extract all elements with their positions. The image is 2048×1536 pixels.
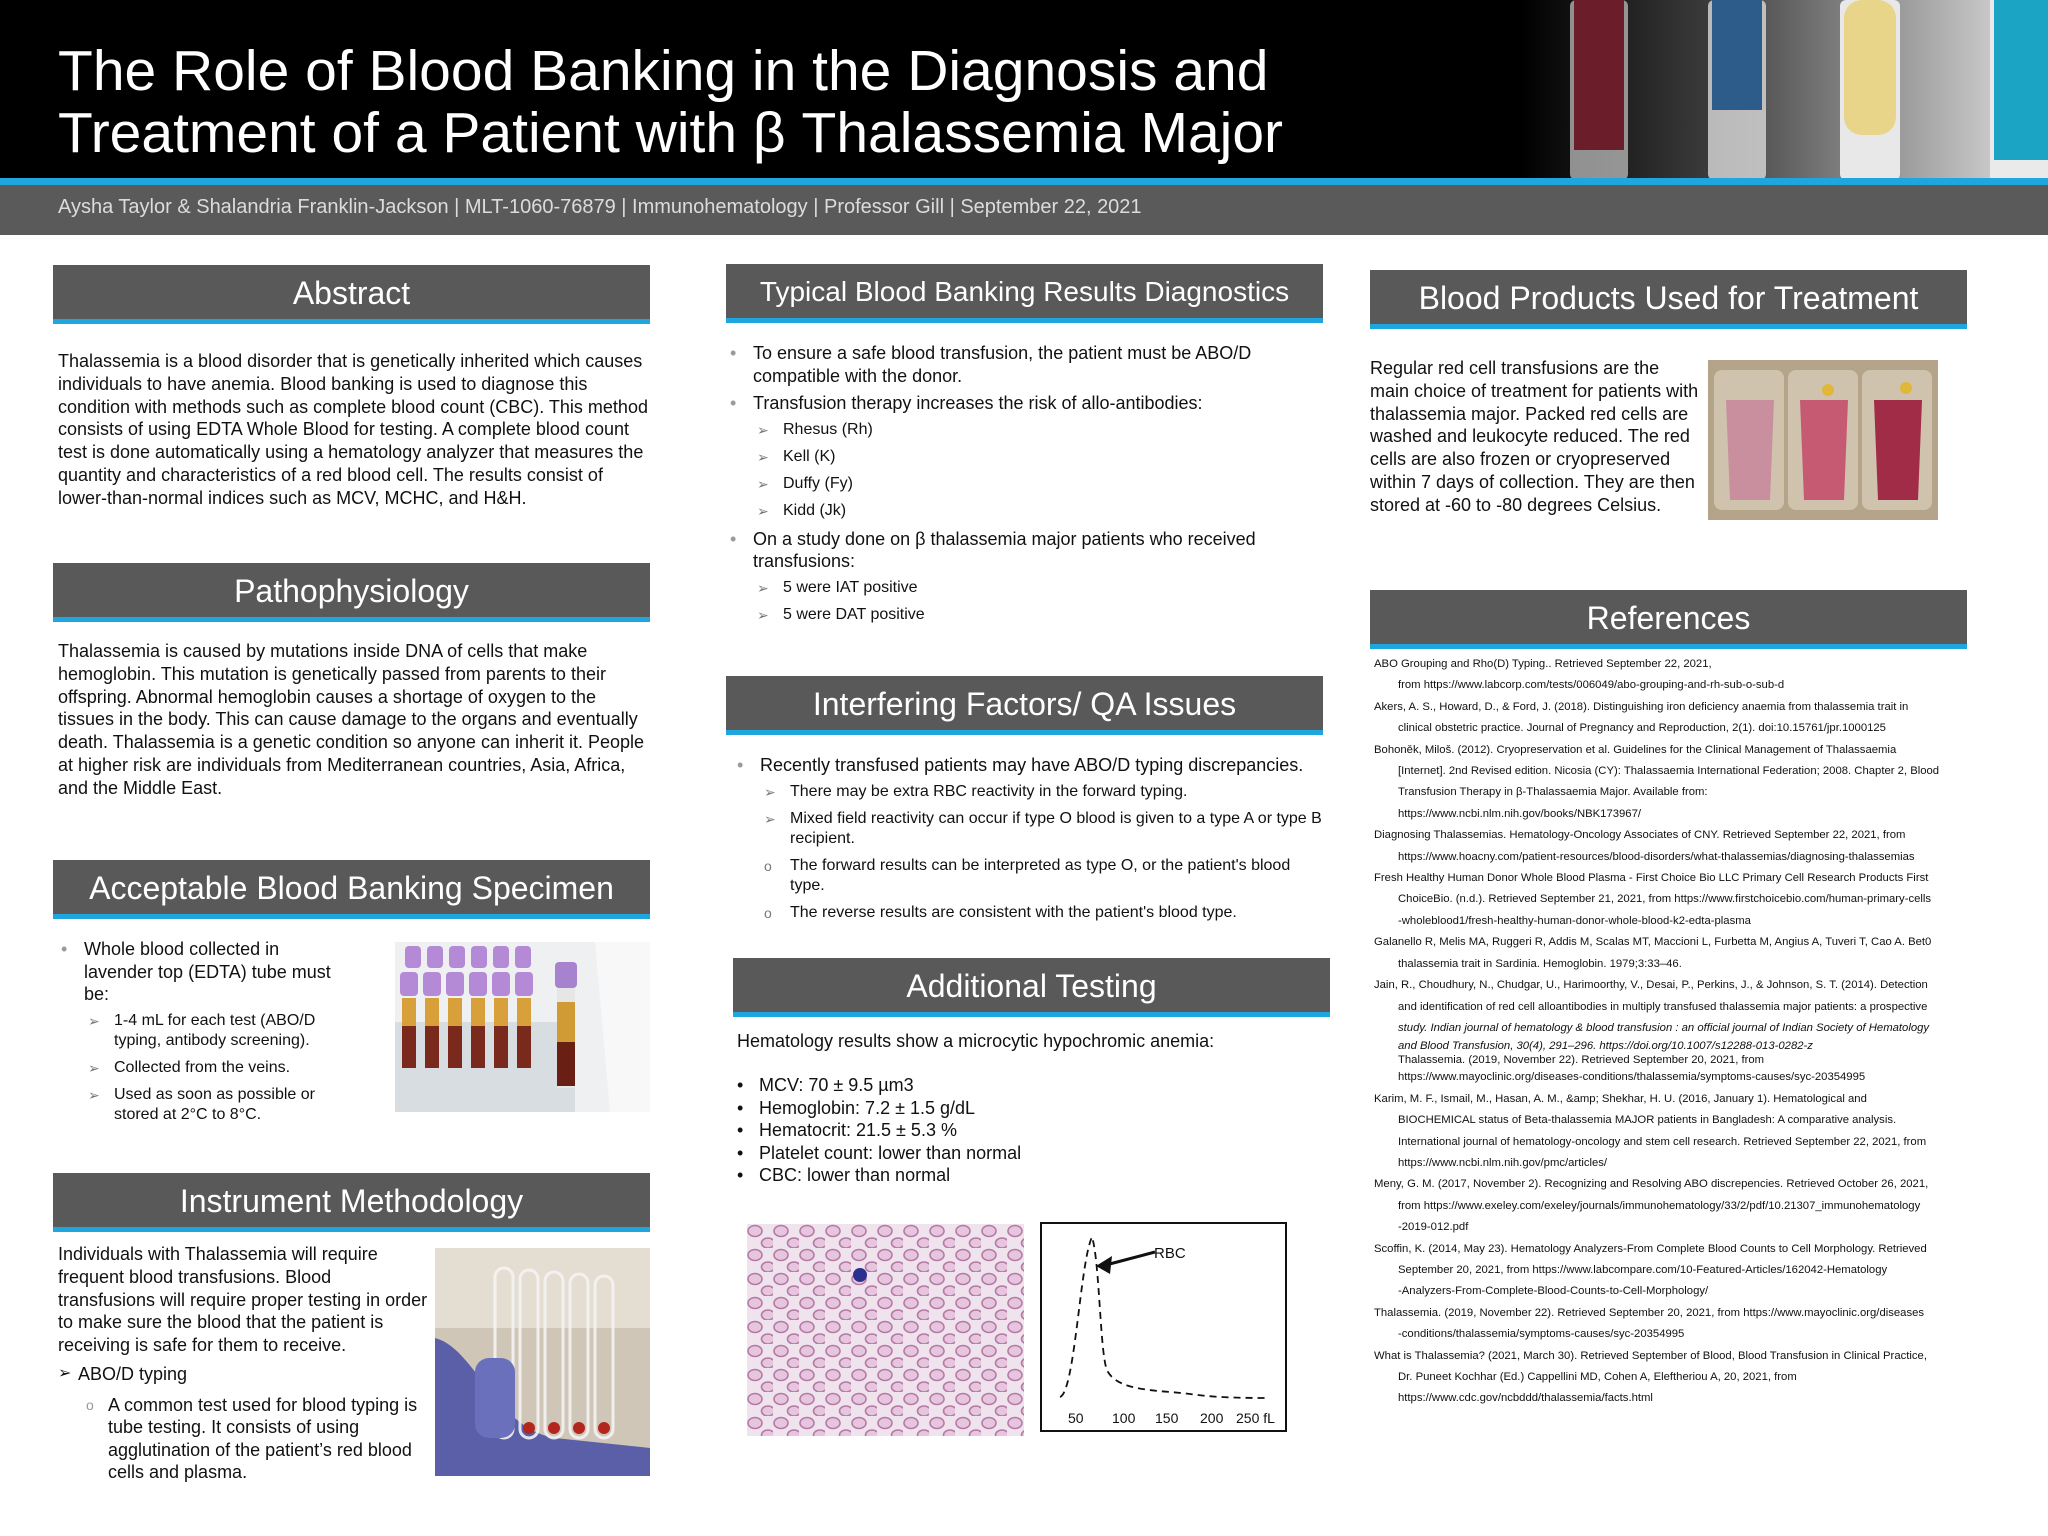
tube-testing-text: A common test used for blood typing is tube testing. It consists of using agglutination of the patient’s red blood cells and plasma.: [108, 1394, 418, 1482]
interfering-sub-text: There may be extra RBC reactivity in the forward typing.: [790, 782, 1188, 800]
instrument-text: Individuals with Thalassemia will require frequent blood transfusions. Blood transfusions will require proper testing in order to make sure the blood that the patient is receiving is safe for them to receive.: [58, 1244, 428, 1356]
reference-line: Fresh Healthy Human Donor Whole Blood Plasma - First Choice Bio LLC Primary Cell Research Products First: [1374, 872, 1929, 885]
histogram-tick: 150: [1155, 1410, 1179, 1426]
interfering-bullet: • Recently transfused patients may have ABO/D typing discrepancies.: [737, 755, 1304, 775]
antibody-text: Duffy (Fy): [783, 474, 853, 492]
interfering-sub-text: The forward results can be interpreted as type O, or the patient's blood type.: [790, 856, 1291, 894]
reference-line: What is Thalassemia? (2021, March 30). Retrieved September of Blood, Blood Transfusion in Clinical Practice,: [1374, 1349, 1927, 1362]
author-info: Aysha Taylor & Shalandria Franklin-Jackson | MLT-1060-76879 | Immunohematology | Professor Gill | September 22, 2021: [58, 196, 1142, 218]
hematology-result: • Hemoglobin: 7.2 ± 1.5 g/dL: [737, 1097, 1021, 1120]
reference-line: Jain, R., Choudhury, N., Chudgar, U., Harimoorthy, V., Desai, P., Perkins, J., & Johnson, S. T. (2014). Detection: [1374, 979, 1928, 992]
typical-bullet: • On a study done on β thalassemia major patients who received transfusions:: [730, 528, 1256, 571]
typical-bullet-text: On a study done on β thalassemia major patients who received transfusions:: [753, 528, 1256, 571]
interfering-bullet-text: Recently transfused patients may have ABO/D typing discrepancies.: [760, 755, 1304, 775]
reference-line: International journal of hematology-oncology and stem cell research. Retrieved September 22, 2021, from: [1398, 1135, 1927, 1148]
hematology-result: • Platelet count: lower than normal: [737, 1142, 1021, 1165]
specimen-sub-item: ➢ Collected from the veins.: [88, 1058, 291, 1076]
interfering-sub-text: Mixed field reactivity can occur if type O blood is given to a type A or type B recipient.: [790, 809, 1322, 847]
reference-line: Galanello R, Melis MA, Ruggeri R, Addis M, Scalas MT, Maccioni L, Furbetta M, Angius A, Tuveri T, Cao A. Bet0: [1374, 936, 1932, 949]
typical-bullet-text: To ensure a safe blood transfusion, the patient must be ABO/D compatible with the donor.: [753, 343, 1252, 386]
additional-intro: Hematology results show a microcytic hypochromic anemia:: [737, 1031, 1215, 1051]
tube-testing-photo: [435, 1248, 650, 1476]
study-result-text: 5 were DAT positive: [783, 605, 925, 623]
title-line-1: The Role of Blood Banking in the Diagnosis and: [58, 39, 1269, 103]
reference-line: https://www.hoacny.com/patient-resources/blood-disorders/what-thalassemias/diagnosing-thalassemias: [1398, 850, 1915, 863]
reference-line: [Internet]. 2nd Revised edition. Nicosia (CY): Thalassaemia International Federation; 2008. Chapter 2, Blood: [1398, 765, 1940, 778]
typical-bullet: • Transfusion therapy increases the risk of allo-antibodies:: [730, 393, 1203, 413]
reference-line: https://www.ncbi.nlm.nih.gov/books/NBK173967/: [1398, 807, 1642, 820]
abstract-text: Thalassemia is a blood disorder that is genetically inherited which causes individuals to have anemia. Blood banking is used to diagnose this condition with methods such as complete blood count (CBC). This method consists of using EDTA Whole Blood for testing. A complete blood count test is done automatically using a hematology analyzer that measures the quantity and characteristics of a red blood cell. The results consist of lower-than-normal indices such as MCV, MCHC, and H&H.: [58, 351, 648, 508]
histogram-tick: 100: [1112, 1410, 1136, 1426]
reference-line: and identification of red cell alloantibodies in multiply transfused thalassemia major patients: a prospective: [1398, 1000, 1928, 1013]
reference-line: Meny, G. M. (2017, November 2). Recognizing and Resolving ABO discrepencies. Retrieved October 26, 2021,: [1374, 1178, 1929, 1191]
histogram-tick: 200: [1200, 1410, 1224, 1426]
reference-line: Akers, A. S., Howard, D., & Ford, J. (2018). Distinguishing iron deficiency anaemia from thalassemia trait in: [1374, 700, 1909, 713]
typical-bullet: • To ensure a safe blood transfusion, the patient must be ABO/D compatible with the donor.: [730, 343, 1252, 386]
reference-line: -conditions/thalassemia/symptoms-causes/syc-20354995: [1398, 1328, 1685, 1341]
antibody-item: ➢ Kidd (Jk): [757, 501, 847, 519]
typical-results-list: [727, 342, 1327, 632]
references-list: [1374, 654, 1964, 1410]
reference-line: -Analyzers-From-Complete-Blood-Counts-to-Cell-Morphology/: [1398, 1285, 1709, 1298]
test-tubes-image: [1520, 0, 2048, 180]
interfering-heading: Interfering Factors/ QA Issues: [726, 676, 1323, 735]
antibody-item: ➢ Kell (K): [757, 447, 836, 465]
blood-bags-photo: [1708, 360, 1938, 520]
hematology-result: • CBC: lower than normal: [737, 1164, 1021, 1187]
reference-line: and Blood Transfusion, 30(4), 291–296. https://doi.org/10.1007/s12288-013-0282-z: [1398, 1040, 1813, 1053]
poster-title: [58, 40, 1283, 164]
reference-line: clinical obstetric practice. Journal of Pregnancy and Reproduction, 2(1). doi:10.15761/jpr.1000125: [1398, 722, 1886, 735]
reference-line: September 20, 2021, from https://www.labcompare.com/10-Featured-Articles/162042-Hematology: [1398, 1263, 1888, 1276]
histogram-tick: 250 fL: [1236, 1410, 1275, 1426]
references-heading: References: [1370, 590, 1967, 649]
reference-line: https://www.cdc.gov/ncbddd/thalassemia/facts.html: [1398, 1392, 1653, 1405]
antibody-text: Rhesus (Rh): [783, 420, 873, 438]
reference-line: -2019-012.pdf: [1398, 1221, 1469, 1234]
typical-results-heading: Typical Blood Banking Results Diagnostics: [726, 264, 1323, 323]
reference-line: thalassemia trait in Sardinia. Hemoglobin. 1979;3:33–46.: [1398, 957, 1682, 970]
antibody-item: ➢ Duffy (Fy): [757, 474, 853, 492]
specimen-heading: Acceptable Blood Banking Specimen: [53, 860, 650, 919]
study-result-item: ➢ 5 were IAT positive: [757, 578, 918, 596]
abo-typing-item: ➢ ABO/D typing: [58, 1364, 188, 1384]
pathophysiology-text: Thalassemia is caused by mutations inside DNA of cells that make hemoglobin. This mutation is genetically passed from parents to their offspring. Abnormal hemoglobin causes a shortage of oxygen to the tissues in the body. This can cause damage to the organs and eventually death. Thalassemia is a genetic condition so anyone can inherit it. People at higher risk are individuals from Mediterranean countries, Asia, Africa, and the Middle East.: [58, 641, 645, 798]
reference-line: Thalassemia. (2019, November 22). Retrieved September 20, 2021, from https://www.mayoclinic.org/diseases: [1374, 1306, 1925, 1319]
interfering-sub-item: ➢ Mixed field reactivity can occur if type O blood is given to a type A or type B recipient.: [764, 809, 1322, 847]
specimen-sub-item: ➢ Used as soon as possible or stored at 2°C to 8°C.: [88, 1085, 315, 1123]
reference-line: https://www.mayoclinic.org/diseases-conditions/thalassemia/symptoms-causes/syc-20354995: [1398, 1071, 1866, 1084]
reference-line: study. Indian journal of hematology & blood transfusion : an official journal of Indian Society of Hematology: [1398, 1021, 1930, 1034]
instrument-heading: Instrument Methodology: [53, 1173, 650, 1232]
typical-bullet-text: Transfusion therapy increases the risk of allo-antibodies:: [753, 393, 1203, 413]
additional-testing-heading: Additional Testing: [733, 958, 1330, 1017]
interfering-sub-item: o The forward results can be interpreted as type O, or the patient's blood type.: [764, 856, 1291, 894]
reference-line: ABO Grouping and Rho(D) Typing.. Retrieved September 22, 2021,: [1374, 658, 1712, 670]
hematology-result: • Hematocrit: 21.5 ± 5.3 %: [737, 1119, 1021, 1142]
abstract-heading: Abstract: [53, 265, 650, 324]
reference-line: -wholeblood1/fresh-healthy-human-donor-whole-blood-k2-edta-plasma: [1398, 914, 1751, 927]
histogram-tick: 50: [1068, 1410, 1084, 1426]
title-line-2: Treatment of a Patient with β Thalassemia Major: [58, 101, 1283, 165]
histogram-rbc-label: RBC: [1154, 1245, 1186, 1262]
antibody-text: Kidd (Jk): [783, 501, 847, 519]
reference-line: Dr. Puneet Kochhar (Ed.) Cappellini MD, Cohen A, Eleftheriou A, 20, 2021, from: [1398, 1371, 1797, 1383]
specimen-sub-item: ➢ 1-4 mL for each test (ABO/D typing, antibody screening).: [88, 1011, 316, 1049]
reference-line: Scoffin, K. (2014, May 23). Hematology Analyzers-From Complete Blood Counts to Cell Morphology. Retrieved: [1374, 1242, 1927, 1255]
reference-line: BIOCHEMICAL status of Beta-thalassemia MAJOR patients in Bangladesh: A comparative analysis.: [1398, 1114, 1897, 1127]
interfering-sub-item: ➢ There may be extra RBC reactivity in the forward typing.: [764, 782, 1188, 800]
interfering-sub-item: o The reverse results are consistent with the patient's blood type.: [764, 903, 1237, 921]
study-result-item: ➢ 5 were DAT positive: [757, 605, 925, 623]
antibody-item: ➢ Rhesus (Rh): [757, 420, 873, 438]
reference-line: ChoiceBio. (n.d.). Retrieved September 21, 2021, from https://www.firstchoicebio.com/human-primary-cells: [1398, 893, 1932, 906]
rbc-histogram: [1040, 1222, 1287, 1432]
reference-line: Diagnosing Thalassemias. Hematology-Oncology Associates of CNY. Retrieved September 22, 2021, from: [1374, 829, 1906, 842]
study-result-text: 5 were IAT positive: [783, 578, 918, 596]
specimen-sub-text: Used as soon as possible or stored at 2°C to 8°C.: [114, 1085, 315, 1123]
reference-line: https://www.ncbi.nlm.nih.gov/pmc/articles/: [1398, 1156, 1608, 1169]
hematology-result: • MCV: 70 ± 9.5 µm3: [737, 1074, 1021, 1097]
reference-line: Karim, M. F., Ismail, M., Hasan, A. M., &amp; Shekhar, H. U. (2016, January 1). Hematological and: [1374, 1092, 1867, 1105]
specimen-list: [58, 938, 338, 1132]
reference-line: from https://www.labcorp.com/tests/006049/abo-grouping-and-rh-sub-o-sub-d: [1398, 679, 1785, 692]
poster-header: [0, 0, 2048, 180]
abo-typing-label: ABO/D typing: [78, 1364, 188, 1384]
blood-products-heading: Blood Products Used for Treatment: [1370, 270, 1967, 329]
edta-tubes-photo: [395, 942, 650, 1112]
header-accent-line: [0, 178, 2048, 185]
reference-line: from https://www.exeley.com/exeley/journals/immunohematology/33/2/pdf/10.21307_immunohematology: [1398, 1199, 1921, 1212]
specimen-sub-text: 1-4 mL for each test (ABO/D typing, antibody screening).: [114, 1011, 316, 1049]
reference-line: Thalassemia. (2019, November 22). Retrieved September 20, 2021, from: [1398, 1054, 1765, 1067]
specimen-sub-text: Collected from the veins.: [114, 1058, 291, 1076]
abo-typing-block: [58, 1363, 433, 1484]
tube-testing-item: o A common test used for blood typing is tube testing. It consists of using agglutination of the patient’s red blood cells and plasma.: [86, 1394, 418, 1482]
blood-smear-image: [747, 1224, 1024, 1436]
specimen-main-bullet: • Whole blood collected in lavender top (EDTA) tube must be:: [61, 939, 331, 1004]
pathophysiology-heading: Pathophysiology: [53, 563, 650, 622]
reference-line: Transfusion Therapy in β-Thalassaemia Major. Available from:: [1398, 786, 1708, 799]
interfering-sub-text: The reverse results are consistent with the patient's blood type.: [790, 903, 1237, 921]
blood-products-text: Regular red cell transfusions are the main choice of treatment for patients with thalassemia major. Packed red cells are washed and leukocyte reduced. The red cells are also frozen or cryopreserved within 7 days of collection. They are then stored at -60 to -80 degrees Celsius.: [1370, 358, 1699, 515]
reference-line: Bohoněk, Miloš. (2012). Cryopreservation et al. Guidelines for the Clinical Management of Thalassaemia: [1374, 743, 1897, 756]
specimen-main-text: Whole blood collected in lavender top (EDTA) tube must be:: [84, 939, 331, 1004]
interfering-list: [734, 754, 1324, 930]
antibody-text: Kell (K): [783, 447, 836, 465]
hematology-results-list: [737, 1074, 1021, 1187]
